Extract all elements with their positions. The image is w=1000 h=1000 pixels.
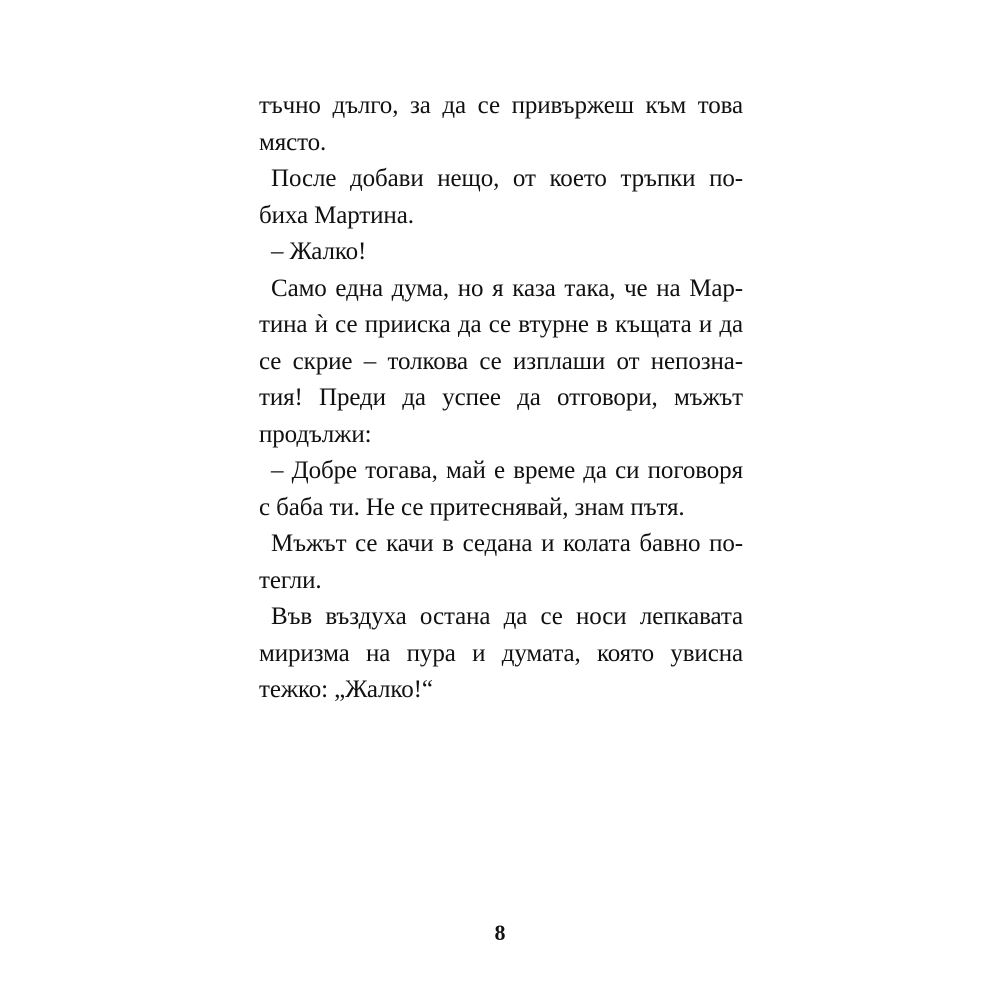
text-line: миризма на пура и думата, която увисна bbox=[259, 639, 743, 667]
text-line: Мъжът се качи в седана и колата бавно по- bbox=[271, 530, 743, 557]
text-line: тина ѝ се прииска да се втурне в къщата и да bbox=[259, 311, 743, 338]
text-line: място. bbox=[259, 128, 327, 156]
page-number: 8 bbox=[494, 920, 506, 945]
text-line: продължи: bbox=[259, 420, 372, 448]
text-line: – Жалко! bbox=[271, 238, 367, 265]
text-line: с баба ти. Не се притеснявай, знам пътя. bbox=[259, 493, 685, 521]
text-line: Във въздуха остана да се носи лепкавата bbox=[271, 603, 743, 630]
body-text bbox=[259, 88, 743, 709]
text-line: тъчно дълго, за да се привържеш към това bbox=[259, 92, 743, 119]
text-line: тия! Преди да успее да отговори, мъжът bbox=[259, 384, 743, 411]
text-line: – Добре тогава, май е време да си поговоря bbox=[271, 457, 743, 484]
text-line: тежко: „Жалко!“ bbox=[259, 676, 433, 703]
text-line: биха Мартина. bbox=[259, 201, 414, 229]
text-line: После добави нещо, от което тръпки по- bbox=[271, 165, 743, 192]
text-line: се скрие – толкова се изплаши от непозна- bbox=[259, 347, 743, 375]
text-line: тегли. bbox=[259, 566, 322, 594]
text-line: Само една дума, но я каза така, че на Мар- bbox=[271, 274, 743, 302]
